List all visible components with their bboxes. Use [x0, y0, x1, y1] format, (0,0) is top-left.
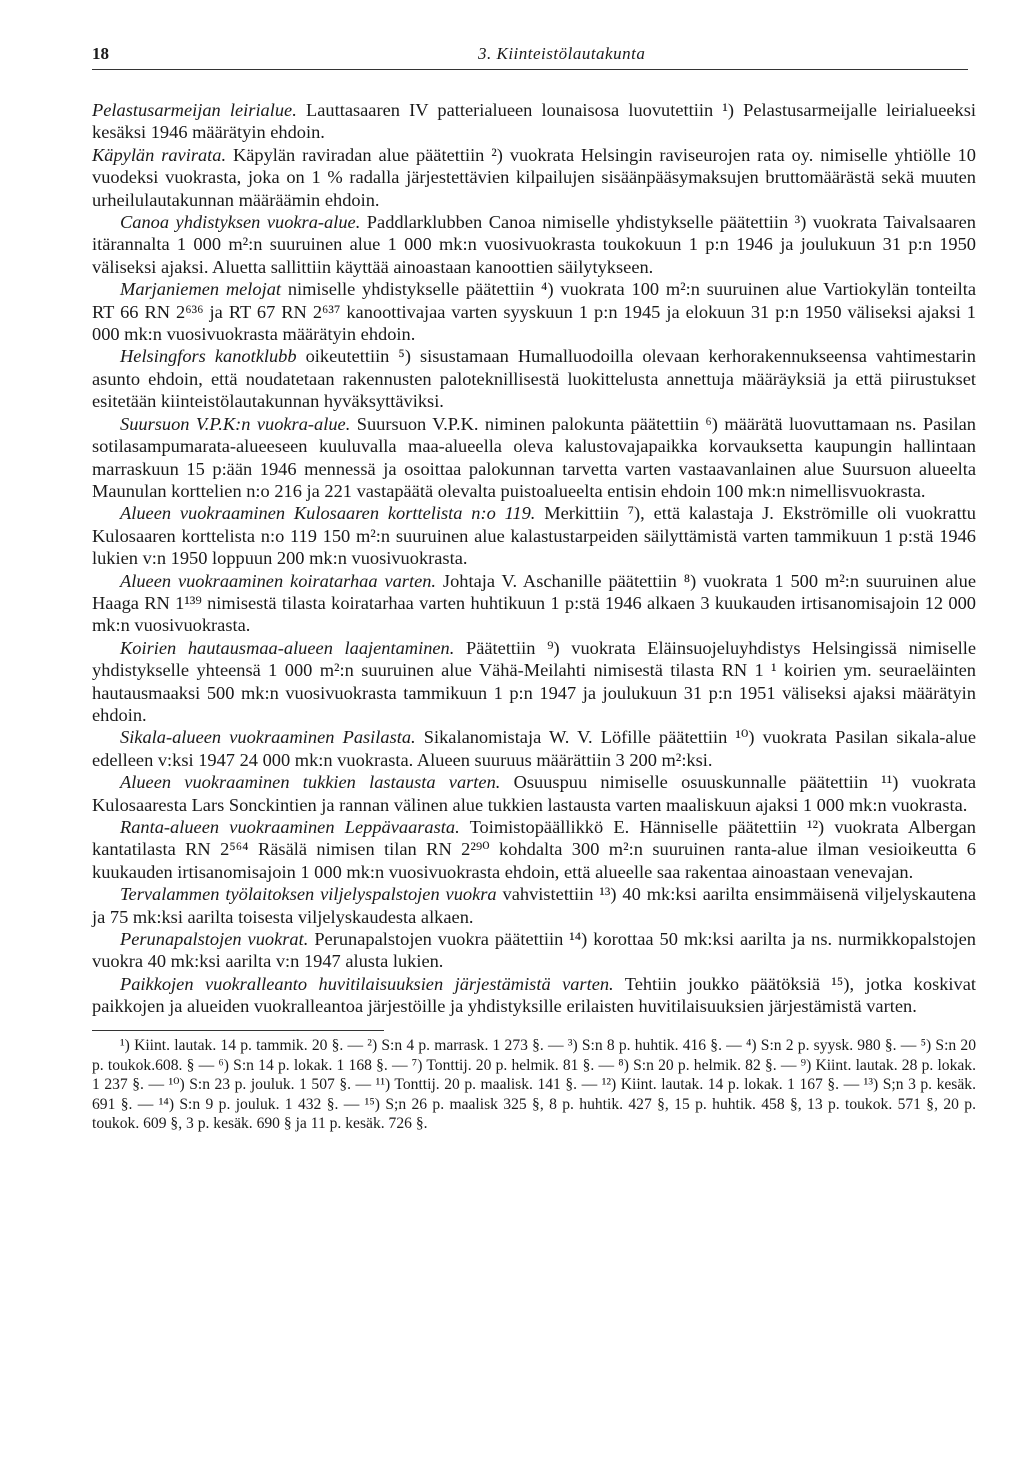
paragraph-text: Suursuon V.P.K. niminen palokunta päätettiin ⁶) määrätä luovuttamaan ns. Pasilan sotilasampumarata-alueeseen kuuluvalla maa-alueella oleva kalustovajapaikka korvauksetta kaupungin hallintaan marraskuun 15 p:ään 1946 mennessä ja osoittaa palokunnan tarvetta varten vastaavanlainen alue Suursuon alueelta Maunulan korttelien n:o 216 ja 221 vastapäätä olevalta puistoalueelta entisin ehdoin 100 mk:n nimellisvuokrasta. — [92, 413, 976, 501]
paragraph-sikala — [92, 726, 976, 771]
paragraph-title: Marjaniemen melojat — [120, 279, 282, 300]
paragraph-title: Alueen vuokraaminen koiratarhaa varten. — [120, 570, 437, 591]
paragraph-title: Alueen vuokraaminen tukkien lastausta varten. — [120, 772, 501, 793]
paragraph-title: Helsingfors kanotklubb — [120, 346, 297, 367]
paragraph-text: Käpylän raviradan alue päätettiin ²) vuokrata Helsingin raviseurojen rata oy. nimiselle yhtiölle 10 vuodeksi vuokrasta, joka on 1 % radalla järjestettävien kilpailujen sisäänpääsymaksujen bruttomäärästä sekä muuten urheilulautakunnan määräämin ehdoin. — [92, 144, 977, 210]
paragraph-text: Osuuspuu nimiselle osuuskunnalle päätettiin ¹¹) vuokrata Kulosaaresta Lars Sonckintien ja rannan välinen alue tukkien lastausta varten maaliskuun ajaksi 1 000 mk:n vuokrasta. — [92, 772, 976, 815]
paragraph-text: Toimistopäällikkö E. Hänniselle päätettiin ¹²) vuokrata Albergan kantatilasta RN 2⁵⁶⁴ Räsälä nimisen tilan RN 2²⁹⁰ kohdalta 300 m²:n suuruinen ranta-alue ilman vesioikeutta 6 kuukauden irtisanomisajoin 1 000 mk:n vuosivuokrasta ehdoin, että alueelle saa rakentaa ainoastaan venevajan. — [92, 817, 976, 882]
paragraph-text: nimiselle yhdistykselle päätettiin ⁴) vuokrata 100 m²:n suuruinen alue Vartiokylän tonteilta RT 66 RN 2⁶³⁶ ja RT 67 RN 2⁶³⁷ kanoottivajaa varten syyskuun 1 p:n 1945 ja elokuun 31 p:n 1950 väliseksi ajaksi 1 000 mk:n vuosivuokrasta määrätyin ehdoin. — [92, 279, 977, 345]
paragraph-text: Lauttasaaren IV patterialueen lounaisosa luovutettiin ¹) Pelastusarmeijalle leirialueeksi kesäksi 1946 määrätyin ehdoin. — [92, 100, 977, 143]
paragraph-title: Canoa yhdistyksen vuokra-alue. — [120, 212, 361, 233]
paragraph-title: Koirien hautausmaa-alueen laajentaminen. — [120, 637, 455, 658]
paragraph-title: Pelastusarmeijan leirialue. — [92, 100, 297, 120]
paragraph-koiratarha — [92, 570, 976, 637]
paragraph-text: Paddlarklubben Canoa nimiselle yhdistykselle päätettiin ³) vuokrata Taivalsaaren itärannalta 1 000 m²:n suuruinen alue 1 000 mk:n vuosivuokrasta toukokuun 1 p:n 1946 ja joulukuun 31 p:n 1950 väliseksi ajaksi. Aluetta sallittiin käyttää ainoastaan kanoottien säilytykseen. — [92, 212, 976, 277]
paragraph-pelastusarmeija — [92, 99, 976, 144]
paragraph-title: Perunapalstojen vuokrat. — [120, 929, 309, 950]
header-rule — [92, 69, 968, 70]
paragraph-suursuo — [92, 413, 976, 503]
paragraph-title: Suursuon V.P.K:n vuokra-alue. — [120, 413, 351, 434]
paragraph-tukkien-lastaus — [92, 771, 976, 816]
paragraph-tervalampi — [92, 883, 976, 928]
paragraph-text: Johtaja V. Aschanille päätettiin ⁸) vuokrata 1 500 m²:n suuruinen alue Haaga RN 1¹³⁹ nimisestä tilasta koiratarhaa varten huhtikuun 1 p:stä 1946 alkaen 3 kuukauden irtisanomisajoin 12 000 mk:n vuosivuokrasta. — [92, 570, 976, 636]
paragraph-text: Tehtiin joukko päätöksiä ¹⁵), jotka koskivat paikkojen ja alueiden vuokralleantoa järjestöille ja yhdistyksille erilaisten huvitilaisuuksien järjestämistä varten. — [92, 973, 977, 1017]
paragraph-kulosaari — [92, 502, 976, 569]
paragraph-text: vahvistettiin ¹³) 40 mk:ksi aarilta ensimmäisenä viljelyskautena ja 75 mk:ksi aarilta toisesta viljelyskaudesta alkaen. — [92, 884, 976, 927]
paragraph-text: Merkittiin ⁷), että kalastaja J. Ekströmille oli vuokrattu Kulosaaren korttelista n:o 119 150 m²:n suuruinen alue kalastustarpeiden säilyttämistä varten tammikuun 1 p:stä 1946 lukien v:n 1950 loppuun 200 mk:n vuosivuokrasta. — [92, 503, 976, 569]
footnotes: ¹) Kiint. lautak. 14 p. tammik. 20 §. — ²) S:n 4 p. marrask. 1 273 §. — ³) S:n 8 p. huhtik. 416 §. — ⁴) S:n 2 p. syysk. 980 §. — ⁵) S:n 20 p. toukok.608. § — ⁶) S:n 14 p. lokak. 1 168 §. — ⁷) Tonttij. 20 p. helmik. 81 §. — ⁸) S:n 20 p. helmik. 82 §. — ⁹) Kiint. lautak. 28 p. lokak. 1 237 §. — ¹⁰) S:n 23 p. jouluk. 1 507 §. — ¹¹) Tonttij. 20 p. maalisk. 141 §. — ¹²) Kiint. lautak. 14 p. lokak. 1 167 §. — ¹³) S;n 3 p. kesäk. 691 §. — ¹⁴) S:n 9 p. jouluk. 1 432 §. — ¹⁵) S;n 26 p. maalisk 325 §, 8 p. huhtik. 427 §, 15 p. huhtik. 458 §, 13 p. toukok. 571 §, 20 p. toukok. 609 §, 3 p. kesäk. 690 § ja 11 p. kesäk. 726 §. — [92, 1037, 976, 1133]
paragraph-title: Sikala-alueen vuokraaminen Pasilasta. — [120, 727, 416, 748]
paragraph-canoa — [92, 211, 976, 278]
paragraph-text: Perunapalstojen vuokra päätettiin ¹⁴) korottaa 50 mk:ksi aarilta ja ns. nurmikkopalstojen vuokra 40 mk:ksi aarilta v:n 1947 alusta lukien. — [92, 929, 976, 972]
paragraph-title: Paikkojen vuokralleanto huvitilaisuuksien järjestämistä varten. — [120, 973, 614, 994]
page-body — [92, 99, 976, 1018]
running-title: 3. Kiinteistölautakunta — [478, 44, 646, 63]
page-number: 18 — [92, 44, 109, 63]
paragraph-perunapalstat — [92, 928, 976, 973]
footnote-rule — [92, 1030, 384, 1031]
paragraph-leppavaara — [92, 816, 976, 883]
paragraph-title: Käpylän ravirata. — [92, 144, 227, 165]
paragraph-hautausmaa — [92, 637, 976, 727]
paragraph-text: Sikalanomistaja W. V. Löfille päätettiin ¹⁰) vuokrata Pasilan sikala-alue edelleen v:ksi 1947 24 000 mk:n vuokrasta. Alueen suuruus määrättiin 3 200 m²:ksi. — [92, 727, 976, 770]
paragraph-kanotklubb — [92, 345, 976, 412]
paragraph-kapyla — [92, 144, 976, 211]
paragraph-marjaniemi — [92, 278, 976, 345]
paragraph-title: Alueen vuokraaminen Kulosaaren korttelista n:o 119. — [120, 503, 536, 524]
paragraph-title: Ranta-alueen vuokraaminen Leppävaarasta. — [120, 817, 460, 837]
paragraph-text: Päätettiin ⁹) vuokrata Eläinsuojeluyhdistys Helsingissä nimiselle yhdistykselle yhteensä 1 000 m²:n suuruinen alue Vähä-Meilahti nimisestä tilasta RN 1 ¹ koirien ym. seuraeläinten hautausmaaksi 500 mk:n vuosivuokrasta tammikuun 1 p:n 1947 ja joulukuun 31 p:n 1951 väliseksi ajaksi määrätyin ehdoin. — [92, 637, 977, 725]
paragraph-huvitilaisuudet — [92, 973, 976, 1018]
paragraph-text: oikeutettiin ⁵) sisustamaan Humalluodoilla olevaan kerhorakennukseensa vahtimestarin asunto ehdoin, että noudatetaan rakennusten paloteknillisestä luokittelusta annettuja määräyksiä ja että piirustukset esitetään kiinteistölautakunnan hyväksyttäviksi. — [92, 346, 976, 412]
page-header — [92, 44, 972, 66]
paragraph-title: Tervalammen työlaitoksen viljelyspalstojen vuokra — [120, 884, 497, 905]
